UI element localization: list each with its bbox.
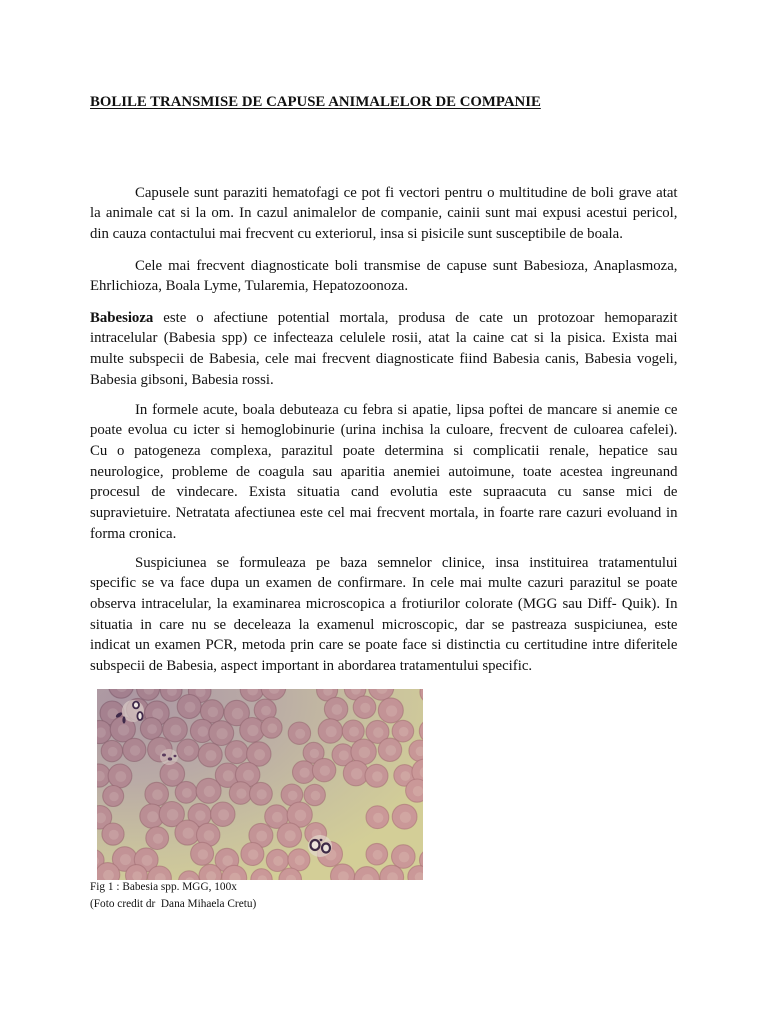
- text-line: poate evolua cu icter si hemoglobinurie (urina inchisa la culoare, frecvent de culoarea cafelei).: [90, 422, 678, 439]
- cell-center-highlight: [247, 725, 258, 736]
- cell-center-highlight: [386, 745, 397, 756]
- cell-center-highlight: [254, 749, 265, 760]
- cell-center-highlight: [182, 788, 192, 798]
- cell-center-highlight: [204, 830, 215, 841]
- cell-center-highlight: [168, 769, 179, 780]
- cell-center-highlight: [372, 771, 382, 781]
- cell-center-highlight: [184, 746, 194, 756]
- cell-center-highlight: [310, 749, 319, 758]
- cell-center-highlight: [261, 706, 271, 716]
- photo-credit: (Foto credit dr Dana Mihaela Cretu): [90, 897, 257, 910]
- cell-center-highlight: [320, 766, 330, 776]
- text-line: In formele acute, boala debuteaza cu febra si apatie, lipsa poftei de mancare si anemie ce: [135, 401, 678, 418]
- cell-center-highlight: [170, 725, 181, 736]
- text-line: Cu o patogeneza complexa, parazitul poate determina si complicatii renale, hepatice sau: [90, 443, 678, 460]
- text-line: intracelular (Babesia spp) ce infecteaza celulele rosii, atat la caine cat si la pisica. Exista mai: [90, 330, 678, 347]
- cell-center-highlight: [268, 723, 278, 733]
- parasite-mark: [168, 757, 172, 760]
- cell-center-highlight: [206, 750, 217, 761]
- cell-center-highlight: [108, 747, 118, 757]
- cell-center-highlight: [222, 855, 233, 866]
- cell-center-highlight: [401, 771, 411, 781]
- cell-center-highlight: [195, 810, 205, 820]
- cell-center-highlight: [115, 771, 126, 782]
- cell-center-highlight: [142, 855, 153, 866]
- cell-center-highlight: [295, 810, 306, 821]
- text-line: din cauza contactului mai frecvent cu exteriorul, insa si pisicile sunt susceptibile de boala.: [90, 226, 623, 243]
- blood-smear-photo: [97, 689, 423, 880]
- cell-center-highlight: [272, 812, 283, 823]
- cell-center-highlight: [373, 727, 383, 737]
- cell-center-highlight: [118, 724, 129, 735]
- text-line: Suspiciunea se formuleaza pe baza semnelor clinice, insa instituirea tratamentului: [135, 554, 678, 571]
- text-line: Ehrlichioza, Boala Lyme, Tularemia, Hepatozoonoza.: [90, 278, 409, 295]
- cell-center-highlight: [349, 727, 359, 737]
- text-line: subspecii de Babesia, aspect important in abordarea tratamentului specific.: [90, 658, 533, 675]
- paragraph-diagnosis: [90, 553, 678, 677]
- parasite-mark: [311, 840, 320, 850]
- text-line: neurologice, probleme de coagula sau aparitia anemiei autoimune, toate acestea ingreunand: [90, 463, 678, 480]
- text-line: specific se va face dupa un examen de confirmare. In cele mai multe cazuri parazitul se poate: [90, 575, 678, 592]
- cell-center-highlight: [109, 792, 118, 801]
- cell-center-highlight: [147, 724, 157, 734]
- text-line: multe subspecii de Babesia, cele mai frecvent diagnosticate fiind Babesia canis, Babesia vogeli,: [90, 351, 678, 368]
- cell-center-highlight: [257, 789, 267, 799]
- cell-center-highlight: [236, 789, 246, 799]
- paragraph-babesioza: [90, 308, 678, 391]
- cell-center-highlight: [204, 786, 215, 797]
- text-line: indicat un examen PCR, metoda prin care se poate face si distinctia cu certitudine intre diferitele: [90, 637, 678, 654]
- cell-center-highlight: [311, 791, 321, 801]
- parasite-mark: [320, 839, 323, 841]
- text-line: [90, 308, 678, 329]
- cell-center-highlight: [218, 809, 229, 820]
- parasite-mark: [174, 755, 177, 757]
- cell-center-highlight: [285, 830, 296, 841]
- text-line: supravietuire. Netratata afectiunea este cel mai frecvent mortala, in foarte rare cazuri evoluand in: [90, 505, 678, 522]
- figure-caption: [90, 879, 256, 913]
- cell-center-highlight: [198, 849, 208, 859]
- cell-center-highlight: [183, 828, 194, 839]
- caption-text: Fig 1 : Babesia spp. MGG, 100x: [90, 880, 237, 893]
- cell-center-highlight: [167, 809, 178, 820]
- parasite-mark: [133, 702, 139, 709]
- babesioza-term: Babesioza: [90, 309, 154, 326]
- cell-center-highlight: [359, 747, 370, 758]
- cell-center-highlight: [400, 812, 411, 823]
- parasite-mark: [137, 712, 142, 720]
- cell-center-highlight: [130, 745, 140, 755]
- cell-center-highlight: [248, 849, 258, 859]
- cell-center-highlight: [232, 748, 242, 758]
- cell-center-highlight: [373, 850, 383, 860]
- cell-center-highlight: [153, 834, 163, 844]
- cell-center-highlight: [185, 702, 196, 713]
- cell-center-highlight: [147, 811, 158, 822]
- cell-center-highlight: [339, 750, 349, 760]
- cell-center-highlight: [295, 729, 305, 739]
- cell-center-highlight: [413, 786, 423, 796]
- cell-center-highlight: [120, 854, 131, 865]
- cell-center-highlight: [351, 768, 362, 779]
- text-line: situatia in care nu se deceleaza la examenul microscopic, dar se pastreaza suspiciunea, este: [90, 616, 678, 633]
- cell-center-highlight: [208, 707, 218, 717]
- paragraph-diseases-list: [90, 256, 678, 297]
- cell-center-highlight: [223, 770, 234, 781]
- text-line: Babesia gibsoni, Babesia rossi.: [90, 371, 274, 388]
- cell-center-highlight: [217, 728, 228, 739]
- paragraph-symptoms: [90, 400, 678, 545]
- text-line: Capusele sunt paraziti hematofagi ce pot fi vectori pentru o multitudine de boli grave atat: [135, 184, 678, 201]
- text-line: la animale cat si la om. In cazul animalelor de companie, cainii sunt mai expusi acestui pericol,: [90, 205, 678, 222]
- cell-center-highlight: [256, 831, 267, 842]
- text-line: observa intracelular, la examinarea microscopica a frotiurilor colorate (MGG sau Diff- Quik). In: [90, 596, 678, 613]
- cell-center-highlight: [386, 705, 397, 716]
- cell-center-highlight: [273, 856, 283, 866]
- cell-center-highlight: [373, 813, 383, 823]
- text-line: forma cronica.: [90, 525, 177, 542]
- cell-center-highlight: [243, 770, 254, 781]
- cell-center-highlight: [360, 703, 370, 713]
- cell-center-highlight: [332, 704, 343, 715]
- cell-center-highlight: [109, 830, 119, 840]
- document-title: BOLILE TRANSMISE DE CAPUSE ANIMALELOR DE COMPANIE: [90, 94, 541, 110]
- paragraph-intro: [90, 183, 678, 245]
- text-line: procesul de vindecare. Exista situatia cand evolutia este supraacuta cu sanse mici de: [90, 484, 678, 501]
- cell-center-highlight: [198, 726, 208, 736]
- cell-center-highlight: [326, 726, 337, 737]
- cell-center-highlight: [152, 789, 163, 800]
- parasite-mark: [122, 716, 125, 723]
- cell-center-highlight: [288, 791, 298, 801]
- parasite-mark: [162, 754, 166, 757]
- cell-center-highlight: [300, 768, 310, 778]
- cell-center-highlight: [399, 727, 409, 737]
- parasite-mark: [322, 844, 330, 853]
- cell-center-highlight: [295, 855, 305, 865]
- cell-center-highlight: [399, 852, 410, 863]
- text-line: Cele mai frecvent diagnosticate boli transmise de capuse sunt Babesioza, Anaplasmoza,: [135, 257, 678, 274]
- text-line-rest: este o afectiune potential mortala, produsa de cate un protozoar hemoparazit: [153, 309, 678, 326]
- cell-center-highlight: [232, 708, 243, 719]
